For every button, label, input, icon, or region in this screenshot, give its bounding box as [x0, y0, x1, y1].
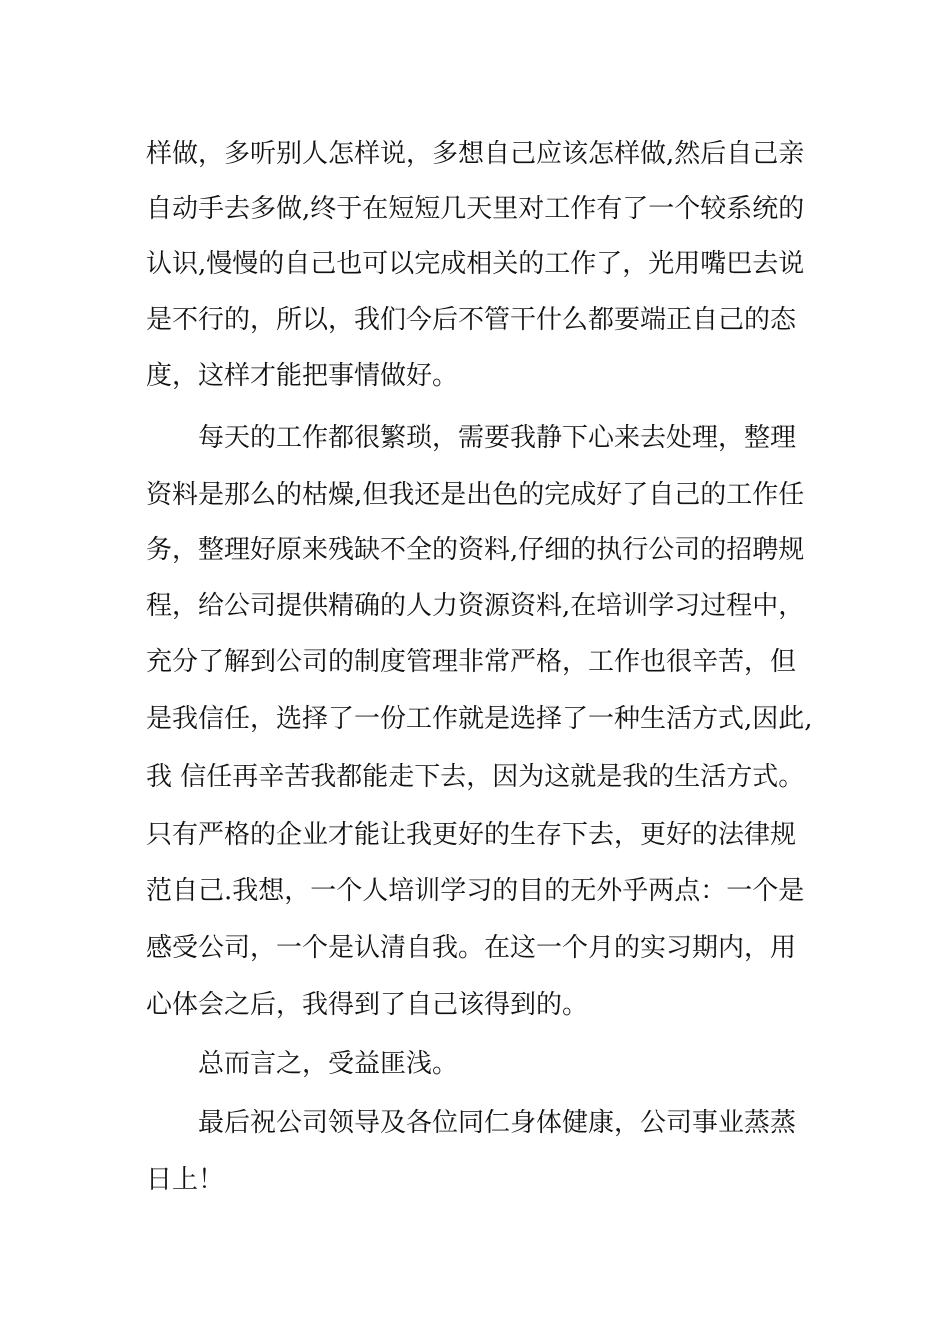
text-line: 是不行的，所以，我们今后不管干什么都要端正自己的态: [146, 305, 797, 335]
paragraph-first-line: 每天的工作都很繁琐，需要我静下心来去处理，整理: [198, 423, 797, 453]
text-line: 我 信任再辛苦我都能走下去，因为这就是我的生活方式。: [146, 762, 805, 792]
text-line: 范自己.我想，一个人培训学习的目的无外乎两点：一个是: [146, 876, 805, 906]
text-line: 认识,慢慢的自己也可以完成相关的工作了，光用嘴巴去说: [146, 249, 805, 279]
text-line: 心体会之后，我得到了自己该得到的。: [146, 990, 589, 1020]
text-line: 度，这样才能把事情做好。: [146, 361, 459, 391]
text-line: 日上！: [146, 1165, 225, 1195]
text-line: 只有严格的企业才能让我更好的生存下去，更好的法律规: [146, 820, 797, 850]
paragraph-first-line: 最后祝公司领导及各位同仁身体健康，公司事业蒸蒸: [198, 1108, 797, 1138]
text-line: 资料是那么的枯燥,但我还是出色的完成好了自己的工作任: [146, 480, 805, 510]
text-line: 样做，多听别人怎样说，多想自己应该怎样做,然后自己亲: [146, 139, 805, 169]
text-line: 是我信任，选择了一份工作就是选择了一种生活方式,因此,: [146, 704, 813, 734]
text-line: 程，给公司提供精确的人力资源资料,在培训学习过程中，: [146, 591, 805, 621]
paragraph-first-line: 总而言之，受益匪浅。: [198, 1049, 459, 1079]
text-line: 务，整理好原来残缺不全的资料,仔细的执行公司的招聘规: [146, 535, 805, 565]
text-line: 充分了解到公司的制度管理非常严格，工作也很辛苦，但: [146, 647, 797, 677]
text-line: 自动手去多做,终于在短短几天里对工作有了一个较系统的: [146, 194, 805, 224]
text-line: 感受公司，一个是认清自我。在这一个月的实习期内，用: [146, 933, 797, 963]
